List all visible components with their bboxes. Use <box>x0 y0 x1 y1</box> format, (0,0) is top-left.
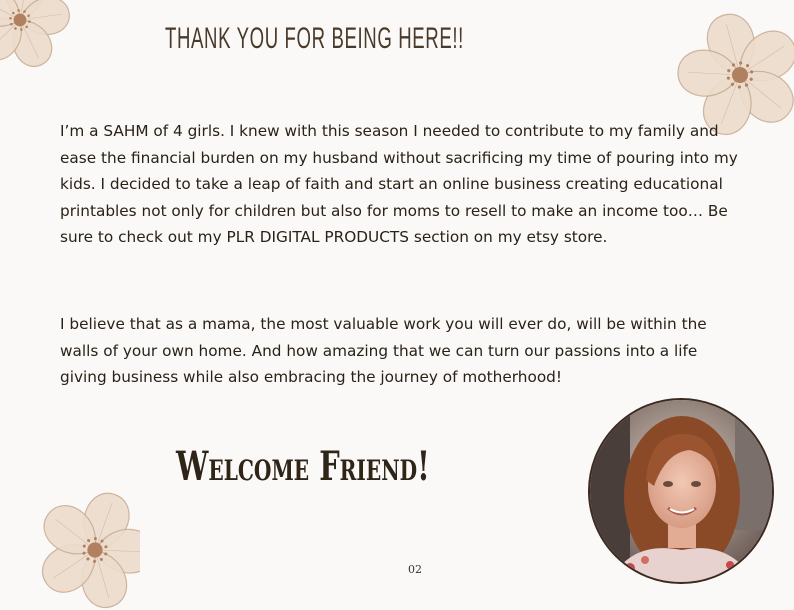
portrait-photo-icon <box>590 400 772 582</box>
page-number: 02 <box>408 563 422 576</box>
flower-icon <box>0 450 140 610</box>
page-title: THANK YOU FOR BEING HERE!! <box>165 22 464 55</box>
welcome-heading: Welcome Friend! <box>176 443 430 490</box>
flower-icon <box>0 0 80 100</box>
belief-paragraph: I believe that as a mama, the most valuable work you will ever do, will be within the walls of your own home. And how amazing that we can turn our passions into a life giving business while also embracing the journey of motherhood! <box>60 315 707 386</box>
intro-paragraph: I’m a SAHM of 4 girls. I knew with this season I needed to contribute to my family and ease the financial burden on my husband without sacrificing my time of pouring into my kids. I decided to take a leap of faith and start an online business creating educational printables not only for children but also for moms to resell to make an income too… Be sure to check out my PLR DIGITAL PRODUCTS section on my etsy store. <box>60 122 738 246</box>
avatar <box>588 398 774 584</box>
